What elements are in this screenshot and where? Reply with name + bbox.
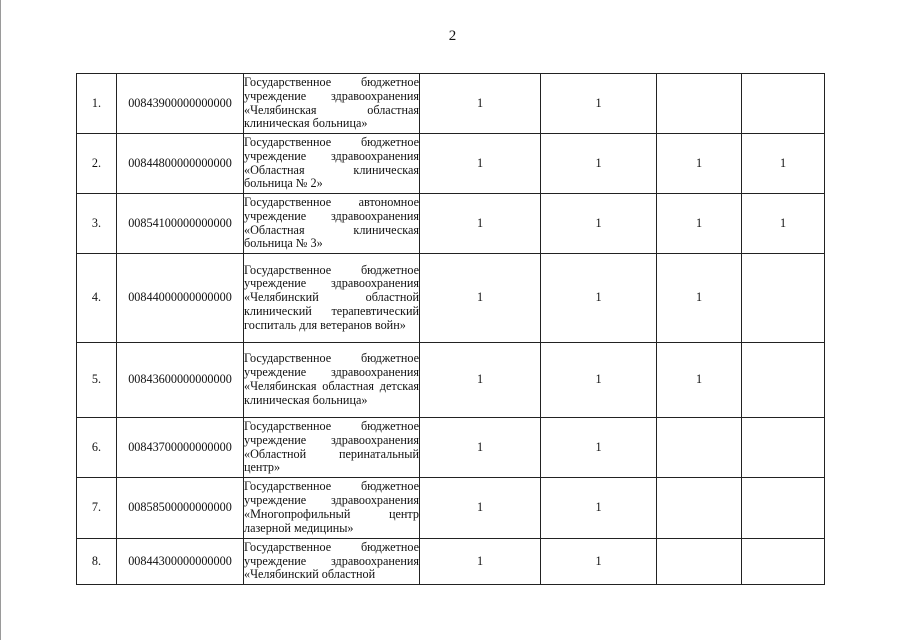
table-row: [77, 74, 825, 134]
value-cell-2: 1: [541, 254, 657, 343]
row-code: 00858500000000000: [117, 478, 244, 539]
institution-name: Государственное бюджетное учреждение здравоохранения «Челябинская областная детская клиническая больница»: [244, 351, 419, 407]
institution-name: Государственное бюджетное учреждение здравоохранения «Челябинский областной: [244, 539, 419, 582]
value-cell-4: [742, 343, 825, 418]
value-cell-2: 1: [541, 343, 657, 418]
value-cell-2: 1: [541, 478, 657, 539]
value-cell-1: 1: [420, 194, 541, 254]
row-code: 00844000000000000: [117, 254, 244, 343]
row-number: 1.: [77, 74, 117, 134]
value-cell-4: [742, 478, 825, 539]
institutions-table: [76, 73, 825, 585]
value-cell-4: 1: [742, 134, 825, 194]
row-code: 00843700000000000: [117, 418, 244, 478]
value-cell-2: 1: [541, 194, 657, 254]
value-cell-2: 1: [541, 539, 657, 585]
row-number: 8.: [77, 539, 117, 585]
value-cell-3: 1: [657, 254, 742, 343]
table-row: [77, 539, 825, 585]
page-edge: [0, 0, 1, 640]
value-cell-1: 1: [420, 539, 541, 585]
institution-name: Государственное бюджетное учреждение здравоохранения «Многопрофильный центр лазерной медицины»: [244, 479, 419, 535]
value-cell-3: [657, 539, 742, 585]
table-row: [77, 194, 825, 254]
value-cell-3: 1: [657, 194, 742, 254]
value-cell-3: [657, 74, 742, 134]
institution-name: Государственное бюджетное учреждение здравоохранения «Областной перинатальный центр»: [244, 418, 419, 475]
institution-name: Государственное автономное учреждение здравоохранения «Областная клиническая больница № 3»: [244, 194, 419, 251]
institution-name: Государственное бюджетное учреждение здравоохранения «Челябинский областной клинический терапевтический госпиталь для ветеранов войн»: [244, 262, 419, 332]
table-row: [77, 418, 825, 478]
row-number: 7.: [77, 478, 117, 539]
institution-name: Государственное бюджетное учреждение здравоохранения «Челябинская областная клиническая больница»: [244, 74, 419, 131]
value-cell-3: [657, 418, 742, 478]
row-code: 00844800000000000: [117, 134, 244, 194]
row-number: 2.: [77, 134, 117, 194]
value-cell-4: [742, 418, 825, 478]
value-cell-1: 1: [420, 418, 541, 478]
row-code: 00843900000000000: [117, 74, 244, 134]
value-cell-2: 1: [541, 134, 657, 194]
value-cell-4: [742, 254, 825, 343]
value-cell-4: [742, 74, 825, 134]
value-cell-1: 1: [420, 254, 541, 343]
row-number: 4.: [77, 254, 117, 343]
value-cell-4: 1: [742, 194, 825, 254]
value-cell-4: [742, 539, 825, 585]
value-cell-2: 1: [541, 74, 657, 134]
row-code: 00844300000000000: [117, 539, 244, 585]
row-code: 00843600000000000: [117, 343, 244, 418]
value-cell-3: 1: [657, 343, 742, 418]
table-row: [77, 343, 825, 418]
institution-name: Государственное бюджетное учреждение здравоохранения «Областная клиническая больница № 2»: [244, 134, 419, 191]
value-cell-1: 1: [420, 343, 541, 418]
value-cell-3: [657, 478, 742, 539]
value-cell-1: 1: [420, 134, 541, 194]
value-cell-1: 1: [420, 74, 541, 134]
table-row: [77, 478, 825, 539]
value-cell-2: 1: [541, 418, 657, 478]
row-number: 6.: [77, 418, 117, 478]
value-cell-1: 1: [420, 478, 541, 539]
row-number: 3.: [77, 194, 117, 254]
page-number: 2: [448, 28, 457, 44]
table-row: [77, 134, 825, 194]
value-cell-3: 1: [657, 134, 742, 194]
row-code: 00854100000000000: [117, 194, 244, 254]
table-row: [77, 254, 825, 343]
row-number: 5.: [77, 343, 117, 418]
